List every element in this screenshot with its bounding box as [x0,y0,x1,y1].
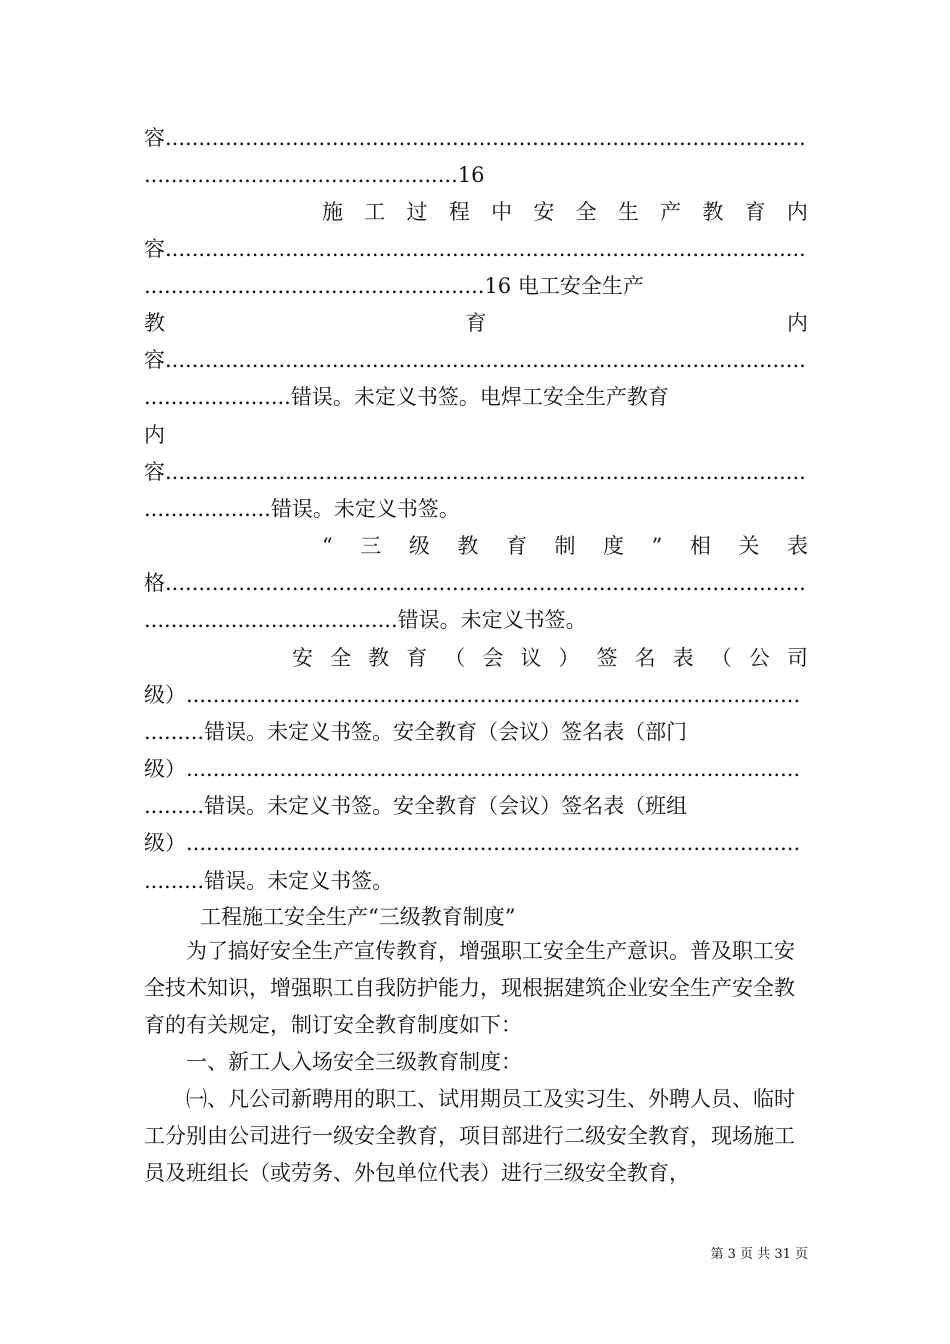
toc-char: 育 [744,200,766,224]
toc-char: 表 [672,646,694,670]
toc-char: 三 [360,534,382,558]
toc-line: 容................................................................................................ [144,460,806,484]
paragraph: 为了搞好安全生产宣传教育，增强职工安全生产意识。普及职工安全技术知识，增强职工自我防护能力，现根据建筑企业安全生产安全教育的有关规定，制订安全教育制度如下： [144,939,795,1037]
toc-line: .........错误。未定义书签。安全教育（会议）签名表（班组 [144,794,688,818]
paragraph: ㈠、凡公司新聘用的职工、试用期员工及实习生、外聘人员、临时工分别由公司进行一级安全教育，项目部进行二级安全教育，现场施工员及班组长（或劳务、外包单位代表）进行三级安全教育， [144,1087,795,1185]
toc-char: “ [322,534,333,558]
toc-line: 格................................................................................................ [144,571,806,595]
toc-char: 育 [406,646,428,670]
toc-line: .........错误。未定义书签。 [144,869,394,893]
toc-line: .........错误。未定义书签。安全教育（会议）签名表（部门 [144,720,688,744]
paragraph: 一、新工人入场安全三级教育制度： [186,1050,522,1074]
toc-char: 全 [575,200,597,224]
toc-line: 级）............................................................................................ [144,831,801,855]
toc-char: 生 [617,200,639,224]
toc-char: 中 [491,200,513,224]
toc-line: 级）............................................................................................ [144,757,801,781]
toc-char: 工 [364,200,386,224]
body-text [144,933,808,1192]
toc-char: 育 [505,534,527,558]
toc-char: 教 [144,311,165,335]
toc-char: 司 [786,646,808,670]
toc-line: 容................................................................................................ [144,126,806,150]
toc-char: 安 [292,646,313,670]
toc-char: 程 [448,200,470,224]
toc-char: 相 [689,534,711,558]
toc-char: 过 [406,200,428,224]
page-footer: 第 3 页 共 31 页 [710,1247,808,1262]
toc-char: 产 [660,200,682,224]
toc-line-justified [322,193,808,231]
toc-char: 公 [748,646,770,670]
toc-char: 内 [786,200,808,224]
section-heading: 工程施工安全生产“三级教育制度” [200,905,516,929]
toc-char: 表 [786,534,808,558]
toc-char: ” [651,534,663,558]
toc-char: 施 [322,200,343,224]
toc-line: 级）............................................................................................ [144,683,801,707]
toc-char: 名 [634,646,656,670]
toc-char: 议 [520,646,542,670]
toc-line-justified [144,304,808,342]
toc-line: ......................错误。未定义书签。电焊工安全生产教育 [144,385,669,409]
toc-char: 关 [738,534,760,558]
toc-char: 内 [787,311,808,335]
toc-char: 教 [457,534,479,558]
toc-line: ...................................................16 电工安全生产 [144,274,644,298]
toc-line: ...................错误。未定义书签。 [144,497,460,521]
toc-line: 容................................................................................................ [144,237,806,261]
toc-char: 安 [533,200,555,224]
toc-char: 育 [465,311,487,335]
toc-line-justified [322,527,808,565]
toc-char: 制 [554,534,576,558]
toc-char: 级 [408,534,430,558]
toc-line-justified [292,639,808,677]
toc-char: （ [444,646,466,670]
toc-line: 内 [144,423,165,447]
toc-char: 教 [702,200,724,224]
toc-line: 容................................................................................................ [144,348,806,372]
toc-char: 签 [596,646,618,670]
toc-char: 教 [368,646,390,670]
toc-line: ......................................错误。未定义书签。 [144,608,587,632]
toc-char: ） [558,646,580,670]
toc-char: 会 [482,646,504,670]
toc-char: 度 [603,534,625,558]
toc-char: 全 [330,646,352,670]
toc-char: （ [710,646,732,670]
toc-line: ...............................................16 [144,163,485,187]
